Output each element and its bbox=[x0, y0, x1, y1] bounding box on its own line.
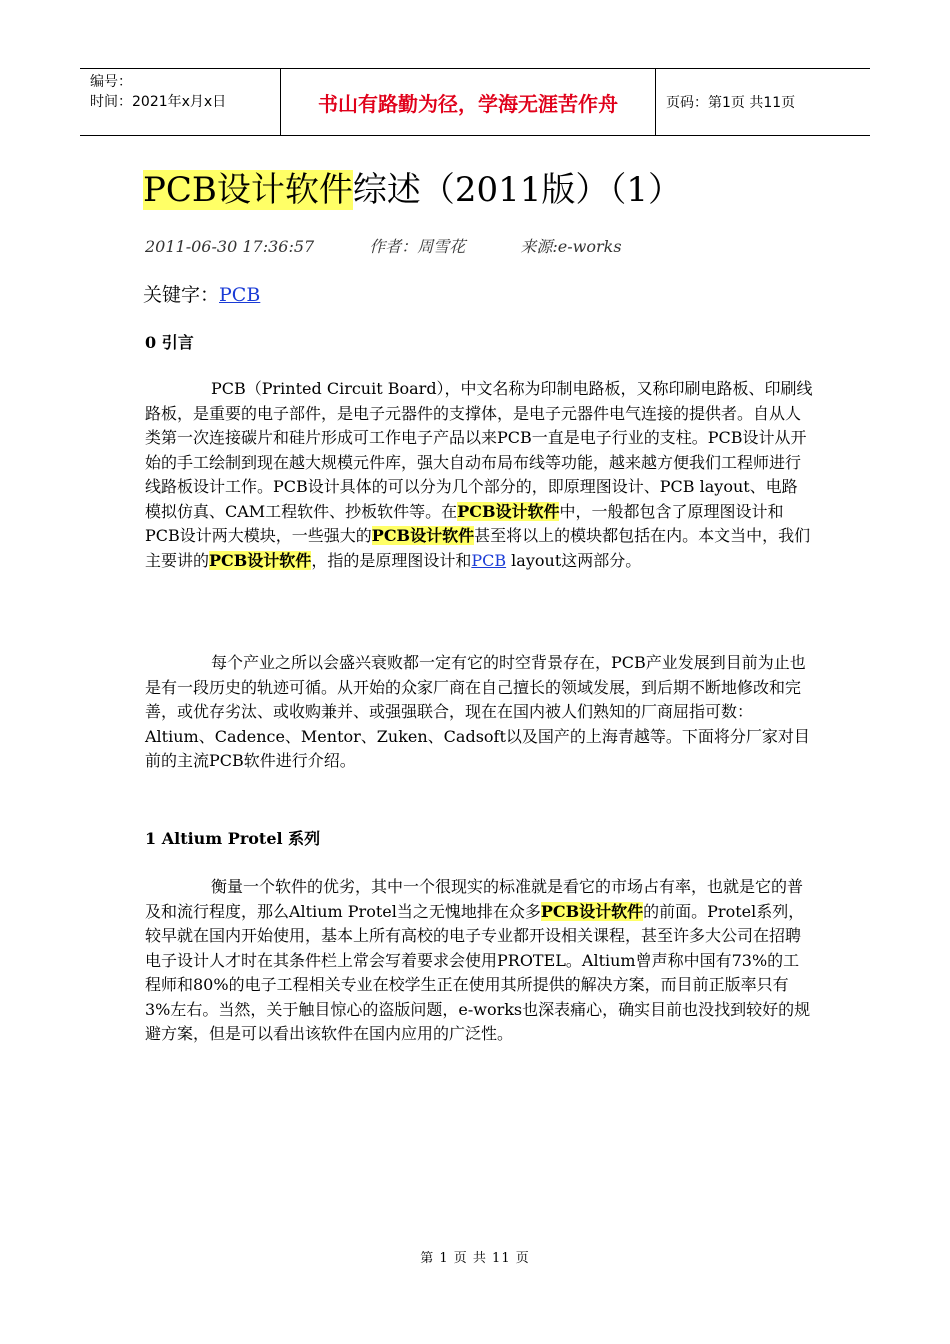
keywords-label: 关键字： bbox=[143, 284, 220, 306]
article-meta bbox=[145, 234, 672, 257]
paragraph-altium bbox=[145, 875, 813, 1047]
page-footer: 第 1 页 共 11 页 bbox=[420, 1251, 530, 1266]
p3-text-b: 的前面。Protel系列，较早就在国内开始使用，基本上所有高校的电子专业都开设相关课程，甚至许多大公司在招聘电子设计人才时在其条件栏上常会写着要求会使用PROTEL。Altium曾声称中国有73%的工程师和80%的电子工程相关专业在校学生正在使用其所提供的解决方案，而目前正版率只有3%左右。当然，关于触目惊心的盗版问题，e-works也深表痛心，确实目前也没找到较好的规避方案，但是可以看出该软件在国内应用的广泛性。 bbox=[145, 901, 811, 1043]
p2-text-a: 每个产业之所以会盛兴衰败都一定有它的时空背景存在，PCB产业发展到目前为止也是有一段历史的轨迹可循。从开始的众家厂商在自己擅长的领域发展，到后期不断地修改和完善，或优存劣汰、或收购兼并、或强强联合，现在在国内被人们熟知的厂商屈指可数： bbox=[145, 653, 806, 721]
keyword-link-pcb[interactable]: PCB bbox=[219, 284, 261, 306]
article-source: 来源:e-works bbox=[520, 237, 622, 256]
header-table bbox=[80, 68, 870, 136]
number-label: 编号： bbox=[90, 74, 132, 90]
page-title bbox=[143, 162, 682, 211]
p1-text-e: layout这两部分。 bbox=[506, 550, 642, 570]
section-1-heading: 1 Altium Protel 系列 bbox=[145, 829, 321, 848]
paragraph-industry bbox=[145, 651, 813, 774]
header-motto: 书山有路勤为径，学海无涯苦作舟 bbox=[281, 69, 656, 135]
header-meta-cell bbox=[80, 69, 281, 135]
p1-highlight-1: PCB设计软件 bbox=[457, 501, 560, 521]
paragraph-intro bbox=[145, 377, 813, 573]
p1-highlight-2: PCB设计软件 bbox=[371, 526, 475, 545]
p1-text-d: ，指的是原理图设计和 bbox=[311, 550, 472, 570]
article-date: 2011-06-30 17:36:57 bbox=[145, 237, 315, 256]
article-author: 作者：周雪花 bbox=[369, 237, 466, 256]
title-highlight: PCB设计软件 bbox=[143, 170, 353, 210]
p1-highlight-3: PCB设计软件 bbox=[209, 550, 312, 570]
keywords bbox=[143, 280, 260, 307]
p1-text-b: 中，一般都包含了原理图设计和PCB设计两大模块，一些强大的 bbox=[145, 501, 784, 545]
p1-text-a: PCB（Printed Circuit Board），中文名称为印制电路板，又称印刷电路板、印刷线路板，是重要的电子部件，是电子元器件的支撑体，是电子元器件电气连接的提供者。自从人类第一次连接碳片和硅片形成可工作电子产品以来PCB一直是电子行业的支柱。PCB设计从开始的手工绘制到现在越大规模元件库，强大自动布局布线等功能，越来越方便我们工程师进行线路板设计工作。PCB设计具体的可以分为几个部分的，即原理图设计、PCB layout、电路模拟仿真、CAM工程软件、抄板软件等。在 bbox=[145, 379, 813, 521]
p2-text-b: Altium、Cadence、Mentor、Zuken、Cadsoft以及国产的上海青越等。下面将分厂家对目前的主流PCB软件进行介绍。 bbox=[145, 726, 810, 770]
title-rest: 综述（2011版）（1） bbox=[352, 170, 683, 210]
time-label: 时间：2021年x月x日 bbox=[90, 94, 227, 110]
header-page-info: 页码：第1页 共11页 bbox=[666, 95, 796, 111]
p1-pcb-link[interactable]: PCB bbox=[471, 550, 507, 570]
section-0-heading: 0 引言 bbox=[145, 333, 194, 352]
p3-text-a: 衡量一个软件的优劣，其中一个很现实的标准就是看它的市场占有率，也就是它的普及和流行程度，那么Altium Protel当之无愧地排在众多 bbox=[145, 877, 804, 921]
p1-text-c: 甚至将以上的模块都包括在内。本文当中，我们主要讲的 bbox=[145, 526, 811, 570]
p3-highlight: PCB设计软件 bbox=[540, 901, 644, 921]
